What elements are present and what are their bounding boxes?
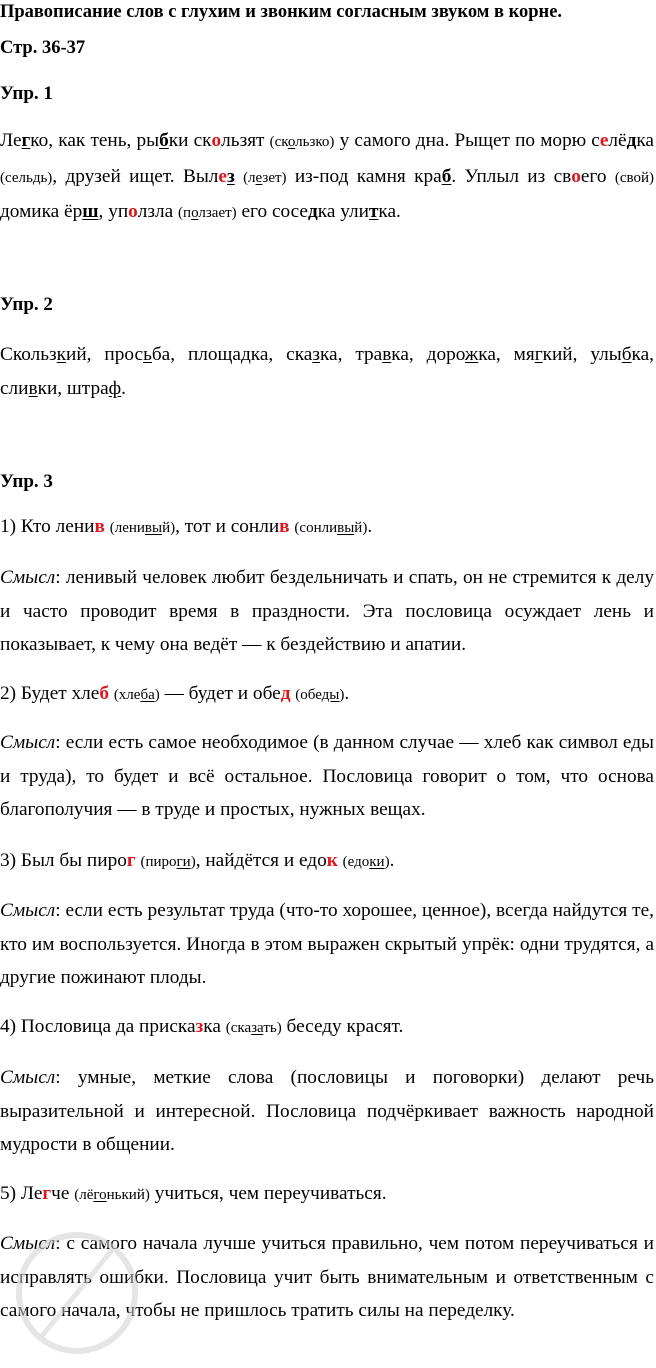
proverb-3: 3) Был бы пирог (пироги), найдётся и едок (едоки). [0,850,395,871]
meaning-5: Смысл: с самого начала лучше учиться правильно, чем потом переучиваться и исправлять ошибки. Пословица учит быть внимательным и ответственным с самого начала, чтобы не пришлось тратить силы на переделку. [0,1233,654,1321]
watermark-logo [2,1218,152,1368]
meaning-4: Смысл: умные, меткие слова (пословицы и поговорки) делают речь выразительной и интересной. Пословица подчёркивает важность народной мудрости в общении. [0,1067,654,1155]
exercise-1-text: Легко, как тень, рыбки скользят (скользко) у самого дна. Рыщет по морю селёдка (сельдь), друзей ищет. Вылез (лезет) из-под камня краб. Уплыл из своего (свой) домика ёрш, уползла (ползает) его соседка улитка. [0,130,654,222]
exercise-2-text: Скользкий, просьба, площадка, сказка, травка, дорожка, мягкий, улыбка, сливки, штраф. [0,344,654,399]
proverb-5: 5) Легче (лёгонький) учиться, чем переучиваться. [0,1183,387,1204]
proverb-1: 1) Кто ленив (ленивый), тот и сонлив (сонливый). [0,516,373,537]
proverb-2: 2) Будет хлеб (хлеба) — будет и обед (обеды). [0,683,350,704]
page-title: Правописание слов с глухим и звонким согласным звуком в корне. [0,2,563,22]
exercise-2-header: Упр. 2 [0,294,53,315]
proverb-4: 4) Пословица да присказка (сказать) беседу красят. [0,1016,404,1037]
page-range: Стр. 36-37 [0,38,86,58]
meaning-2: Смысл: если есть самое необходимое (в данном случае — хлеб как символ еды и труда), то будет и всё остальное. Пословица говорит о том, что основа благополучия — в труде и простых, нужных вещах. [0,732,654,820]
meaning-1: Смысл: ленивый человек любит бездельничать и спать, он не стремится к делу и часто проводит время в праздности. Эта пословица осуждает лень и показывает, к чему она ведёт — к бездействию и апатии. [0,567,654,655]
exercise-1-header: Упр. 1 [0,83,53,104]
meaning-3: Смысл: если есть результат труда (что-то хорошее, ценное), всегда найдутся те, кто им воспользуется. Иногда в этом выражен скрытый упрёк: одни трудятся, а другие пожинают плоды. [0,900,654,988]
exercise-3-header: Упр. 3 [0,471,53,492]
